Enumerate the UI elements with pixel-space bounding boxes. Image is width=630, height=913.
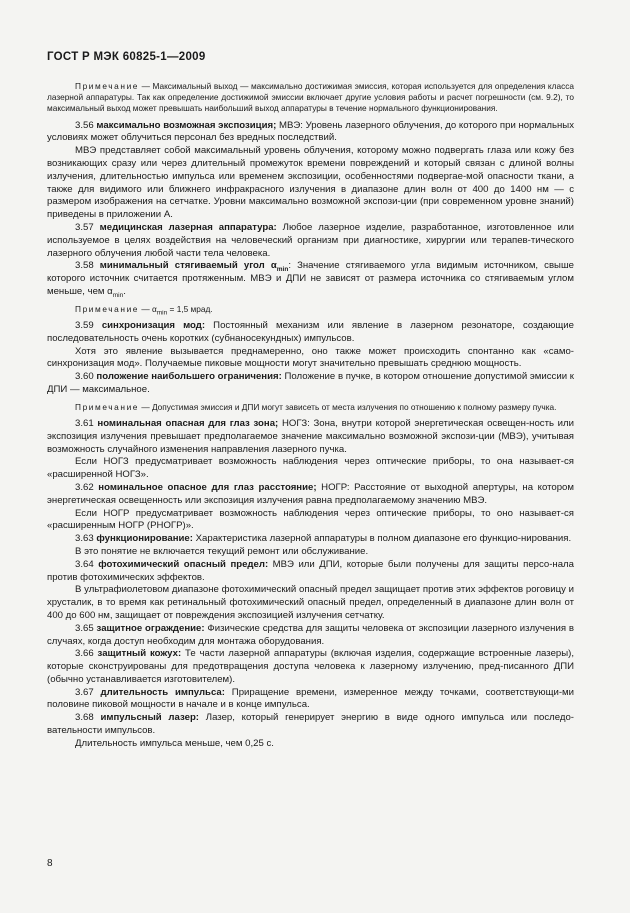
term-title: синхронизация мод: xyxy=(101,319,206,331)
term-title: функционирование: xyxy=(96,533,193,545)
term-definition: : Значение стягиваемого угла видимым источником, свыше которого источник считается протяженным. МВЭ и ДПИ не зависят от размера источника со стягиваемым углом меньше, чем α xyxy=(47,260,574,297)
note-text-pre: — α xyxy=(141,303,157,314)
paragraph-3-56-explanation: МВЭ представляет собой максимальный уровень облучения, которому можно подвергать глаза или кожу без возникающих сразу или через длительный промежуток времени повреждений и который связан с длиной волны излучения, длительностью импульса или временем экспозиции, особенностями подвергае-мой опасности ткани, а также для видимого или ближнего инфракрасного излучения в диапазоне длин волн от 400 до 1400 нм — с размером изображения на сетчатке. Уровни максимально возможной экспози-ции (при современном уровне знаний) приведены в приложении А. xyxy=(47,145,574,221)
term-title: номинальная опасная для глаз зона; xyxy=(97,417,279,429)
term-definition: НОГР: Расстояние от выходной апертуры, на котором энергетическая освещенность или экспозиция излучения равна предполагаемому значению МВЭ. xyxy=(47,481,574,506)
term-definition: МВЭ: Уровень лазерного облучения, до которого при нормальных условиях может облучиться персонал без вредных последствий. xyxy=(47,119,574,144)
term-3-63 xyxy=(47,533,574,546)
term-title: защитный кожух: xyxy=(97,648,182,660)
term-title-subscript: min xyxy=(276,266,289,274)
note-text-post: = 1,5 мрад. xyxy=(167,303,213,314)
term-number: 3.60 xyxy=(75,371,94,383)
term-definition: Физические средства для защиты человека от экспозиции лазерного излучения в случаях, когда доступ необходим для монтажа оборудования. xyxy=(47,622,574,647)
term-title: фотохимический опасный предел: xyxy=(98,558,269,570)
term-number: 3.66 xyxy=(75,648,94,660)
page-number: 8 xyxy=(47,858,53,869)
term-definition: Те части лазерной аппаратуры (включая изделия, содержащие встроенные лазеры), которые сконструированы для предотвращения доступа человека к лазерному излучению, пред-писанного ДПИ (обычно устанавливается изготовителем). xyxy=(47,648,574,685)
term-3-59 xyxy=(47,320,574,346)
term-definition: Лазер, который генерирует энергию в виде одного импульса или последо-вательности импульсов. xyxy=(47,712,574,737)
note-max-output xyxy=(47,81,574,115)
note-label: Примечание xyxy=(75,401,140,412)
term-3-58 xyxy=(47,260,574,298)
paragraph-3-63-explanation: В это понятие не включается текущий ремонт или обслуживание. xyxy=(75,545,369,557)
term-definition: Приращение времени, измеренное между точками, соответствующи-ми половине пиковой мощности в начале и в конце импульса. xyxy=(47,686,575,711)
term-number: 3.57 xyxy=(75,221,94,233)
term-number: 3.65 xyxy=(75,622,94,634)
term-title-text: минимальный стягиваемый угол α xyxy=(99,260,277,272)
term-3-61 xyxy=(47,418,574,456)
term-definition: Положение в пучке, в котором отношение допустимой эмиссии к ДПИ — максимальное. xyxy=(47,371,574,395)
term-definition: НОГЗ: Зона, внутри которой энергетическая освещен-ность или экспозиция излучения превышает предполагаемое значение максимально возможной экспози-ции (МВЭ), учитывая возможность случайного изменения направления лазерного пучка. xyxy=(47,417,574,455)
term-number: 3.62 xyxy=(75,481,94,493)
page-header: ГОСТ Р МЭК 60825-1—2009 xyxy=(47,51,206,63)
paragraph-3-64-explanation: В ультрафиолетовом диапазоне фотохимический опасный предел защищает против этих эффектов роговицу и хрусталик, в то время как ретинальный фотохимический опасный предел, определенный в диапазоне длин волн от 400 до 600 нм, защищает от повреждения экспозицией излучения сетчатку. xyxy=(47,584,574,621)
term-definition: Любое лазерное изделие, разработанное, изготовленное или используемое в целях воздействия на человеческий организм при диагностике, хирургии или терапев-тического лазерного облучения любой части тела человека. xyxy=(47,221,574,259)
note-alpha-min xyxy=(47,304,574,315)
note-label: Примечание xyxy=(75,303,140,314)
term-title xyxy=(99,260,289,274)
term-title: максимально возможная экспозиция; xyxy=(96,119,277,131)
term-3-67 xyxy=(47,687,574,713)
term-number: 3.61 xyxy=(75,417,94,429)
term-title: номинальное опасное для глаз расстояние; xyxy=(98,481,317,493)
paragraph-3-59-explanation: Хотя это явление вызывается преднамеренно, оно также может происходить спонтанно как «само-синхронизация мод». Получаемые пиковые мощности могут значительно превышать среднюю мощность. xyxy=(47,345,574,370)
term-3-57 xyxy=(47,222,574,260)
note-text: — Допустимая эмиссия и ДПИ могут зависеть от места излучения по отношению к полному размеру пучка. xyxy=(141,401,557,412)
definition-subscript: min xyxy=(112,291,124,299)
term-3-60 xyxy=(47,371,574,397)
definition-end: . xyxy=(123,285,126,297)
term-number: 3.56 xyxy=(75,119,94,131)
term-3-64 xyxy=(47,559,574,585)
paragraph-3-62-explanation: Если НОГР предусматривает возможность наблюдения через оптические приборы, то оно называет-ся «расширенным НОГР (РНОГР)». xyxy=(47,507,574,532)
term-number: 3.63 xyxy=(75,533,94,545)
term-title: импульсный лазер: xyxy=(100,712,200,724)
term-3-56 xyxy=(47,120,574,146)
note-subscript: min xyxy=(156,309,168,317)
paragraph-3-68-explanation: Длительность импульса меньше, чем 0,25 с. xyxy=(75,737,274,749)
term-definition: Постоянный механизм или явление в лазерном резонаторе, создающие последовательность очень коротких (субнаносекундных) импульсов. xyxy=(47,319,574,344)
term-number: 3.58 xyxy=(75,260,94,272)
term-title: положение наибольшего ограничения: xyxy=(96,371,282,383)
term-3-62 xyxy=(47,482,574,508)
term-3-68 xyxy=(47,712,574,738)
note-text: — Максимальный выход — максимально достижимая эмиссия, которая используется для определения класса лазерной аппаратуры. Так как определение достижимой эмиссии включает другие условия работы и расчет погрешности (см. 9.2), то максимальный выход может превышать наибольший выход аппаратуры в течение нормального функционирования. xyxy=(47,81,575,114)
term-number: 3.68 xyxy=(75,712,94,724)
term-number: 3.64 xyxy=(75,558,94,570)
term-title: защитное ограждение: xyxy=(96,622,205,634)
note-permissible-emission xyxy=(47,402,574,413)
term-3-65 xyxy=(47,623,574,649)
term-number: 3.59 xyxy=(75,319,94,331)
term-definition: МВЭ или ДПИ, которые были получены для защиты персо-нала против фотохимических эффектов. xyxy=(47,558,574,583)
paragraph-3-61-explanation: Если НОГЗ предусматривает возможность наблюдения через оптические приборы, то она называет-ся «расширенной НОГЗ». xyxy=(47,456,574,481)
term-title: медицинская лазерная аппаратура: xyxy=(99,221,277,233)
term-3-66 xyxy=(47,648,574,686)
term-number: 3.67 xyxy=(75,686,94,698)
term-definition: Характеристика лазерной аппаратуры в полном диапазоне его функцио-нирования. xyxy=(192,533,572,545)
note-label: Примечание xyxy=(75,81,140,91)
term-title: длительность импульса: xyxy=(100,686,225,698)
